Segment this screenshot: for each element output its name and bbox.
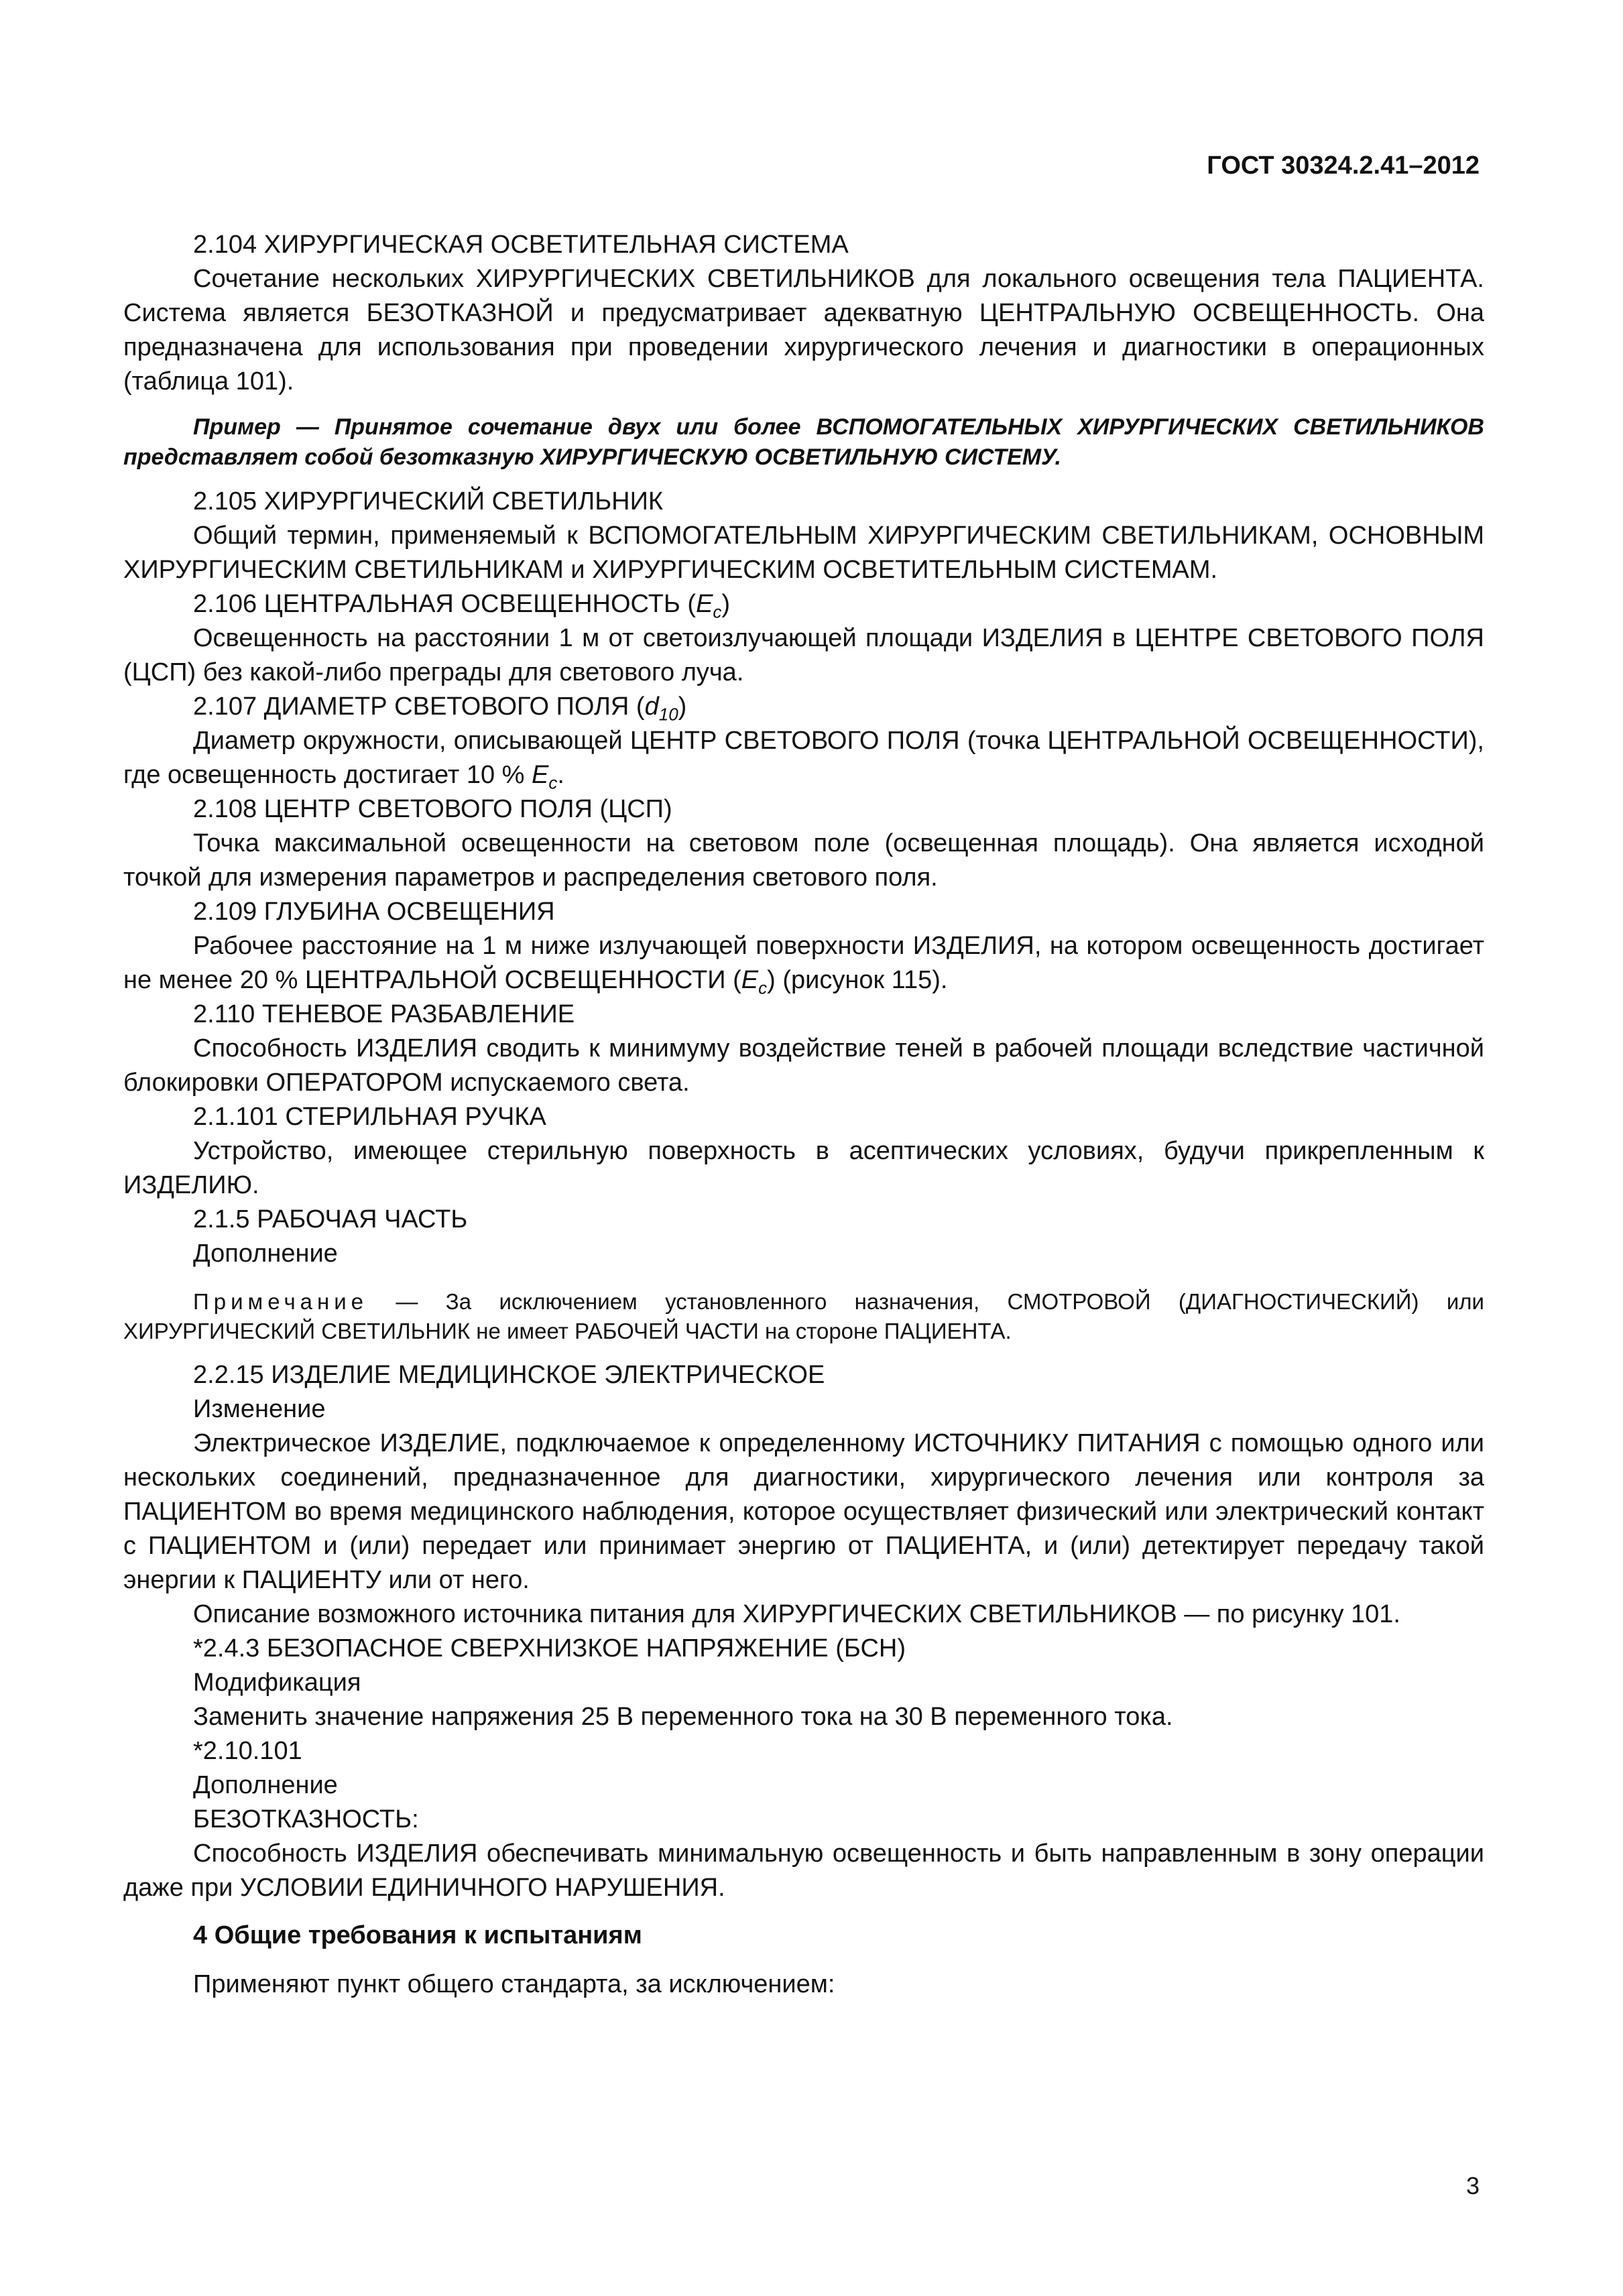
clause-2-1-101-title: 2.1.101 СТЕРИЛЬНАЯ РУЧКА: [193, 1103, 546, 1131]
clause-2-104-text: Сочетание нескольких ХИРУРГИЧЕСКИХ СВЕТИЛЬНИКОВ для локального освещения тела ПАЦИЕНТА. Система является БЕЗОТКАЗНОЙ и предусматривает адекватную ЦЕНТРАЛЬНУЮ ОСВЕЩЕННОСТЬ. Она предназначена для использования при проведении хирургического лечения и диагностики в операционных (таблица 101).: [123, 265, 1484, 396]
symbol-d10: $d_{10}$: [644, 692, 678, 725]
symbol-ec: $E_c$: [741, 966, 768, 998]
note-label: Примечание: [193, 1289, 369, 1314]
clause-2-109-text: Рабочее расстояние на 1 м ниже излучающей поверхности ИЗДЕЛИЯ, на котором освещенность достигает не менее 20 % ЦЕНТРАЛЬНОЙ ОСВЕЩЕННОСТИ $(E_c)$ (рисунок 115).: [123, 932, 1484, 998]
standard-code: ГОСТ 30324.2.41–2012: [1207, 152, 1480, 180]
clause-2-4-3-label: Модификация: [193, 1669, 361, 1697]
section-4-title: 4 Общие требования к испытаниям: [193, 1921, 642, 1949]
clause-2-1-101-text: Устройство, имеющее стерильную поверхность в асептических условиях, будучи прикрепленным к ИЗДЕЛИЮ.: [123, 1137, 1484, 1199]
clause-2-1-5-note: Примечание — За исключением установленного назначения, СМОТРОВОЙ (ДИАГНОСТИЧЕСКИЙ) или ХИРУРГИЧЕСКИЙ СВЕТИЛЬНИК не имеет РАБОЧЕЙ ЧАСТИ на стороне ПАЦИЕНТА.: [123, 1289, 1484, 1343]
section-4-text: Применяют пункт общего стандарта, за исключением:: [193, 1970, 835, 1998]
clause-2-108-text: Точка максимальной освещенности на световом поле (освещенная площадь). Она является исходной точкой для измерения параметров и распределения светового поля.: [123, 829, 1484, 892]
clause-2-1-5-title: 2.1.5 РАБОЧАЯ ЧАСТЬ: [193, 1205, 468, 1233]
clause-2-2-15-label: Изменение: [193, 1395, 326, 1423]
symbol-ec: $E_c$: [696, 590, 722, 622]
clause-2-109-title: 2.109 ГЛУБИНА ОСВЕЩЕНИЯ: [193, 898, 555, 926]
page-number: 3: [1465, 2172, 1480, 2199]
clause-2-108-title: 2.108 ЦЕНТР СВЕТОВОГО ПОЛЯ (ЦСП): [193, 795, 672, 823]
clause-2-106-text: Освещенность на расстоянии 1 м от светоизлучающей площади ИЗДЕЛИЯ в ЦЕНТРЕ СВЕТОВОГО ПОЛЯ (ЦСП) без какой-либо преграды для светового луча.: [123, 624, 1484, 686]
clause-2-10-101-term: БЕЗОТКАЗНОСТЬ:: [193, 1805, 419, 1833]
clause-2-105-text: Общий термин, применяемый к ВСПОМОГАТЕЛЬНЫМ ХИРУРГИЧЕСКИМ СВЕТИЛЬНИКАМ, ОСНОВНЫМ ХИРУРГИЧЕСКИМ СВЕТИЛЬНИКАМ и ХИРУРГИЧЕСКИМ ОСВЕТИТЕЛЬНЫМ СИСТЕМАМ.: [123, 522, 1484, 584]
clause-2-10-101-title: *2.10.101: [193, 1737, 302, 1765]
clause-2-107-title: 2.107 ДИАМЕТР СВЕТОВОГО ПОЛЯ $(d_{10})$: [193, 692, 687, 725]
clause-2-105-title: 2.105 ХИРУРГИЧЕСКИЙ СВЕТИЛЬНИК: [193, 487, 664, 516]
clause-2-106-title: 2.106 ЦЕНТРАЛЬНАЯ ОСВЕЩЕННОСТЬ $(E_c)$: [193, 590, 731, 622]
symbol-ec: $E_c$: [531, 761, 558, 793]
clause-2-1-5-label: Дополнение: [193, 1240, 338, 1268]
clause-2-2-15-title: 2.2.15 ИЗДЕЛИЕ МЕДИЦИНСКОЕ ЭЛЕКТРИЧЕСКОЕ: [193, 1361, 825, 1389]
clause-2-4-3-text: Заменить значение напряжения 25 В переменного тока на 30 В переменного тока.: [193, 1703, 1173, 1731]
clause-2-2-15-text2: Описание возможного источника питания для ХИРУРГИЧЕСКИХ СВЕТИЛЬНИКОВ — по рисунку 101.: [193, 1600, 1400, 1628]
clause-2-104-example: Пример — Принятое сочетание двух или более ВСПОМОГАТЕЛЬНЫХ ХИРУРГИЧЕСКИХ СВЕТИЛЬНИКОВ представляет собой безотказную ХИРУРГИЧЕСКУЮ ОСВЕТИЛЬНУЮ СИСТЕМУ.: [123, 414, 1484, 470]
page-content: [123, 228, 1484, 2002]
clause-2-4-3-title: *2.4.3 БЕЗОПАСНОЕ СВЕРХНИЗКОЕ НАПРЯЖЕНИЕ (БСН): [193, 1634, 906, 1663]
clause-2-10-101-text: Способность ИЗДЕЛИЯ обеспечивать минимальную освещенность и быть направленным в зону операции даже при УСЛОВИИ ЕДИНИЧНОГО НАРУШЕНИЯ.: [123, 1839, 1484, 1902]
clause-2-2-15-text1: Электрическое ИЗДЕЛИЕ, подключаемое к определенному ИСТОЧНИКУ ПИТАНИЯ с помощью одного или нескольких соединений, предназначенное для диагностики, хирургического лечения или контроля за ПАЦИЕНТОМ во время медицинского наблюдения, которое осуществляет физический или электрический контакт с ПАЦИЕНТОМ и (или) передает или принимает энергию от ПАЦИЕНТА, и (или) детектирует передачу такой энергии к ПАЦИЕНТУ или от него.: [123, 1429, 1484, 1594]
clause-2-110-text: Способность ИЗДЕЛИЯ сводить к минимуму воздействие теней в рабочей площади вследствие частичной блокировки ОПЕРАТОРОМ испускаемого света.: [123, 1034, 1484, 1097]
clause-2-104-title: 2.104 ХИРУРГИЧЕСКАЯ ОСВЕТИТЕЛЬНАЯ СИСТЕМА: [193, 231, 849, 259]
clause-2-107-text: Диаметр окружности, описывающей ЦЕНТР СВЕТОВОГО ПОЛЯ (точка ЦЕНТРАЛЬНОЙ ОСВЕЩЕННОСТИ), где освещенность достигает 10 % $E_c$.: [123, 727, 1484, 793]
clause-2-10-101-label: Дополнение: [193, 1771, 338, 1799]
clause-2-110-title: 2.110 ТЕНЕВОЕ РАЗБАВЛЕНИЕ: [193, 1000, 575, 1028]
